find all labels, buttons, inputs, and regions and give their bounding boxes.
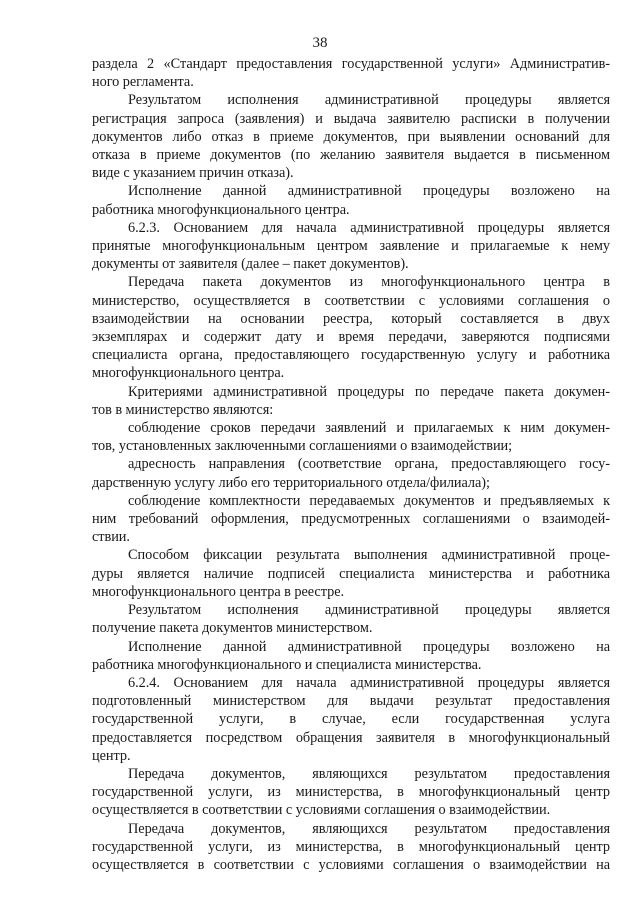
document-body <box>92 55 610 874</box>
text-line: тов в министерство являются: <box>92 401 274 418</box>
text-line: тов, установленных заключенными соглашениями о взаимодействии; <box>92 438 513 455</box>
text-line: отказа в приеме документов (по желанию заявителя выдается в письменном <box>92 147 610 164</box>
text-line: осуществляется в соответствии с условиями соглашения о взаимодействии на <box>92 856 610 873</box>
text-line: министерство, осуществляется в соответствии с условиями соглашения о <box>92 292 610 309</box>
text-line: государственной услуги, в случае, если государственная услуга <box>92 711 610 728</box>
text-line: многофункционального центра в реестре. <box>92 583 345 600</box>
paragraph <box>92 492 610 547</box>
text-line: получение пакета документов министерством. <box>92 620 373 637</box>
text-line: соблюдение комплектности передаваемых документов и предъявляемых к <box>128 492 610 509</box>
text-line: Передача документов, являющихся результатом предоставления <box>128 820 610 837</box>
text-line: Результатом исполнения административной процедуры является <box>128 92 610 109</box>
paragraph <box>92 91 610 182</box>
text-line: специалиста органа, предоставляющего государственную услугу и работника <box>92 347 610 364</box>
text-line: ствии. <box>92 529 130 546</box>
text-line: многофункционального центра. <box>92 365 285 382</box>
text-line: взаимодействии на основании реестра, который составляется в двух <box>92 310 610 327</box>
text-line: работника многофункционального и специалиста министерства. <box>92 656 482 673</box>
paragraph <box>92 273 610 382</box>
page-number: 38 <box>312 35 328 51</box>
text-line: ним требований оформления, предусмотренных соглашениями о взаимодей- <box>92 511 610 528</box>
text-line: государственной услуги, из министерства, в многофункциональный центр <box>92 784 610 801</box>
text-line: Исполнение данной административной процедуры возложено на <box>128 183 610 200</box>
text-line: принятые многофункциональным центром заявление и прилагаемые к нему <box>92 238 610 255</box>
paragraph <box>92 674 610 765</box>
text-line: регистрация запроса (заявления) и выдача заявителю расписки в получении <box>92 110 610 127</box>
paragraph <box>92 419 610 455</box>
text-line: адресность направления (соответствие органа, предоставляющего госу- <box>128 456 610 473</box>
paragraph <box>92 383 610 419</box>
text-line: Передача документов, являющихся результатом предоставления <box>128 765 610 782</box>
text-line: документы от заявителя (далее – пакет документов). <box>92 256 409 273</box>
text-line: Способом фиксации результата выполнения административной проце- <box>128 547 610 564</box>
paragraph <box>92 765 610 820</box>
text-line: Передача пакета документов из многофункционального центра в <box>128 274 610 291</box>
paragraph <box>92 455 610 491</box>
text-line: работника многофункционального центра. <box>92 201 350 218</box>
text-line: документов либо отказ в приеме документов, при выявлении оснований для <box>92 128 610 145</box>
paragraph <box>92 546 610 601</box>
text-line: Результатом исполнения административной процедуры является <box>128 602 610 619</box>
text-line: 6.2.4. Основанием для начала административной процедуры является <box>128 674 610 691</box>
text-line: Критериями административной процедуры по передаче пакета докумен- <box>128 383 610 400</box>
text-line: экземплярах и содержит дату и время передачи, заверяются подписями <box>92 329 610 346</box>
paragraph <box>92 601 610 637</box>
text-line: предоставляется посредством обращения заявителя в многофункциональный <box>92 729 610 746</box>
paragraph <box>92 182 610 218</box>
text-line: центр. <box>92 747 131 764</box>
text-line: подготовленный министерством для выдачи результат предоставления <box>92 693 610 710</box>
paragraph <box>92 55 610 91</box>
text-line: соблюдение сроков передачи заявлений и прилагаемых к ним докумен- <box>128 420 610 437</box>
text-line: государственной услуги, из министерства, в многофункциональный центр <box>92 838 610 855</box>
text-line: дуры является наличие подписей специалиста министерства и работника <box>92 565 610 582</box>
paragraph <box>92 638 610 674</box>
text-line: раздела 2 «Стандарт предоставления государственной услуги» Административ- <box>92 56 610 72</box>
text-line: ного регламента. <box>92 74 194 91</box>
text-line: виде с указанием причин отказа). <box>92 165 294 182</box>
text-line: 6.2.3. Основанием для начала административной процедуры является <box>128 219 610 236</box>
text-line: осуществляется в соответствии с условиями соглашения о взаимодействии. <box>92 802 551 819</box>
paragraph <box>92 219 610 274</box>
text-line: Исполнение данной административной процедуры возложено на <box>128 638 610 655</box>
text-line: дарственную услугу либо его территориального отдела/филиала); <box>92 474 490 491</box>
paragraph <box>92 820 610 875</box>
